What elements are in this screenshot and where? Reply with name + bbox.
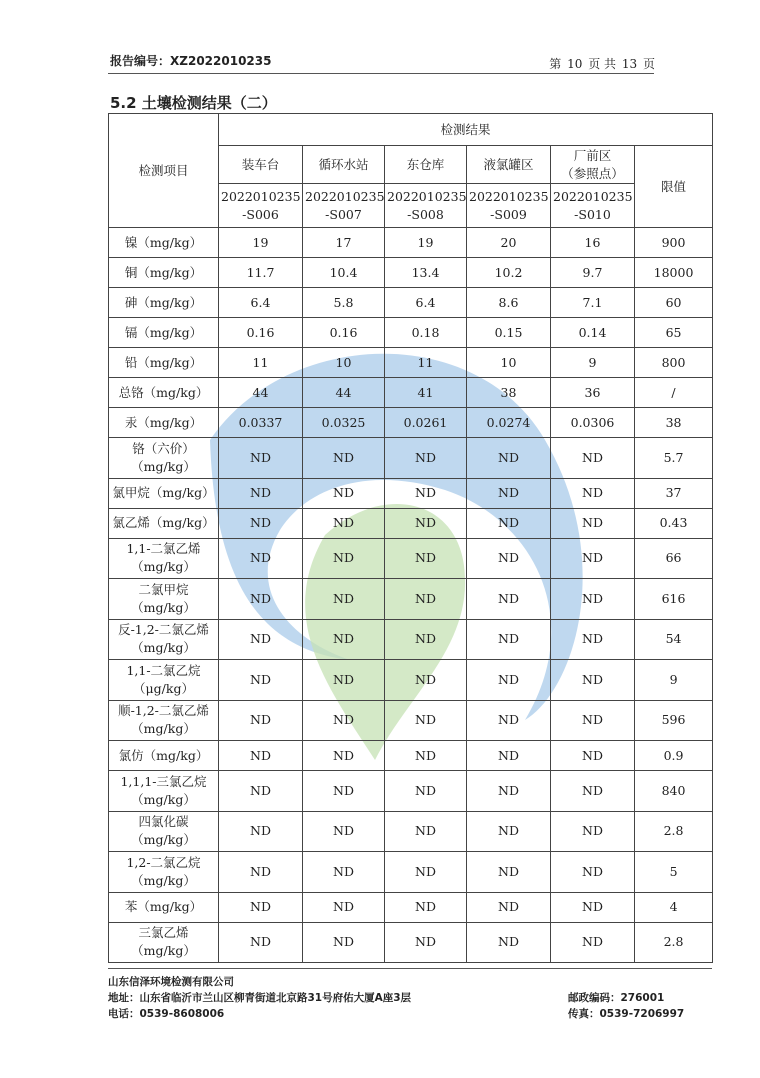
row-value: 13.4 [385, 258, 467, 288]
row-value: ND [385, 660, 467, 701]
row-value: ND [219, 771, 303, 812]
table-row [109, 378, 713, 408]
row-value: 6.4 [385, 288, 467, 318]
row-item: 顺-1,2-二氯乙烯 （mg/kg） [109, 700, 219, 741]
row-value: 7.1 [551, 288, 635, 318]
table-row [109, 408, 713, 438]
row-item: 砷（mg/kg） [109, 288, 219, 318]
row-item: 氯仿（mg/kg） [109, 741, 219, 771]
row-value: ND [551, 700, 635, 741]
site-name: 液氯罐区 [467, 146, 551, 184]
row-value: ND [551, 619, 635, 660]
row-limit: 37 [635, 478, 713, 508]
row-value: ND [385, 741, 467, 771]
row-value: ND [219, 811, 303, 852]
row-value: ND [551, 438, 635, 479]
row-value: 10 [303, 348, 385, 378]
row-value: ND [551, 892, 635, 922]
row-value: 41 [385, 378, 467, 408]
row-value: ND [467, 660, 551, 701]
row-value: ND [219, 538, 303, 579]
row-value: ND [219, 922, 303, 963]
row-limit: 60 [635, 288, 713, 318]
table-row [109, 478, 713, 508]
row-item: 镉（mg/kg） [109, 318, 219, 348]
table-row [109, 892, 713, 922]
row-limit: 66 [635, 538, 713, 579]
row-value: ND [385, 811, 467, 852]
site-code: 2022010235 -S009 [467, 184, 551, 228]
footer-postcode: 邮政编码：276001 [568, 992, 665, 1004]
table-row [109, 579, 713, 620]
row-value: ND [303, 619, 385, 660]
row-value: ND [551, 579, 635, 620]
report-number-label: 报告编号： [110, 54, 171, 68]
row-value: ND [385, 700, 467, 741]
row-value: 5.8 [303, 288, 385, 318]
site-code: 2022010235 -S010 [551, 184, 635, 228]
row-item: 铬（六价） （mg/kg） [109, 438, 219, 479]
row-value: ND [467, 478, 551, 508]
row-value: ND [385, 619, 467, 660]
row-value: ND [385, 438, 467, 479]
row-value: 11 [219, 348, 303, 378]
table-row [109, 700, 713, 741]
table-row [109, 228, 713, 258]
page-mid: 页 共 [588, 57, 617, 71]
row-item: 汞（mg/kg） [109, 408, 219, 438]
row-value: ND [551, 811, 635, 852]
report-number-value: XZ2022010235 [170, 54, 272, 68]
row-value: ND [551, 741, 635, 771]
row-value: ND [551, 538, 635, 579]
row-value: ND [385, 579, 467, 620]
row-item: 铜（mg/kg） [109, 258, 219, 288]
row-value: ND [467, 741, 551, 771]
table-row [109, 508, 713, 538]
row-value: ND [303, 741, 385, 771]
row-value: 44 [303, 378, 385, 408]
row-value: ND [467, 438, 551, 479]
row-value: ND [551, 771, 635, 812]
row-value: ND [385, 852, 467, 893]
row-value: ND [467, 538, 551, 579]
row-item: 铅（mg/kg） [109, 348, 219, 378]
site-name-text: 厂前区 [573, 147, 612, 163]
row-value: 0.16 [219, 318, 303, 348]
row-item: 1,2-二氯乙烷 （mg/kg） [109, 852, 219, 893]
row-value: 17 [303, 228, 385, 258]
row-value: ND [467, 852, 551, 893]
table-row [109, 771, 713, 812]
row-value: ND [303, 700, 385, 741]
row-value: ND [303, 438, 385, 479]
row-value: ND [219, 438, 303, 479]
limit-header: 限值 [635, 146, 713, 228]
row-limit: 0.9 [635, 741, 713, 771]
row-value: 19 [385, 228, 467, 258]
footer-fax: 传真：0539-7206997 [568, 1008, 685, 1020]
row-value: ND [385, 892, 467, 922]
results-header: 检测结果 [219, 114, 713, 146]
row-value: 36 [551, 378, 635, 408]
page-total: 13 [621, 57, 638, 71]
row-value: ND [303, 892, 385, 922]
section-title: 5.2 土壤检测结果（二） [110, 94, 277, 112]
table-row [109, 619, 713, 660]
row-value: ND [219, 852, 303, 893]
site-code: 2022010235 -S006 [219, 184, 303, 228]
table-row [109, 741, 713, 771]
soil-results-table [108, 113, 713, 963]
row-value: ND [551, 508, 635, 538]
row-value: ND [219, 892, 303, 922]
table-row [109, 318, 713, 348]
footer-company: 山东信泽环境检测有限公司 [108, 976, 234, 988]
row-item: 苯（mg/kg） [109, 892, 219, 922]
row-value: 44 [219, 378, 303, 408]
row-value: ND [219, 700, 303, 741]
footer-phone: 电话：0539-8608006 [108, 1008, 225, 1020]
row-value: ND [219, 508, 303, 538]
row-item: 1,1-二氯乙烷 （μg/kg） [109, 660, 219, 701]
table-row [109, 438, 713, 479]
row-value: 0.0325 [303, 408, 385, 438]
table-row [109, 538, 713, 579]
row-item: 四氯化碳 （mg/kg） [109, 811, 219, 852]
row-value: ND [551, 852, 635, 893]
row-value: ND [303, 771, 385, 812]
row-limit: 5 [635, 852, 713, 893]
row-value: 9 [551, 348, 635, 378]
row-value: ND [467, 579, 551, 620]
row-value: 0.0337 [219, 408, 303, 438]
table-row [109, 288, 713, 318]
row-value: 11.7 [219, 258, 303, 288]
row-value: ND [385, 508, 467, 538]
row-value: 10 [467, 348, 551, 378]
row-value: ND [551, 660, 635, 701]
row-value: ND [385, 771, 467, 812]
row-limit: 18000 [635, 258, 713, 288]
site-code: 2022010235 -S008 [385, 184, 467, 228]
header-rule [108, 73, 654, 74]
row-item: 三氯乙烯 （mg/kg） [109, 922, 219, 963]
row-limit: 38 [635, 408, 713, 438]
table-row [109, 922, 713, 963]
row-limit: 54 [635, 619, 713, 660]
row-limit: 5.7 [635, 438, 713, 479]
row-value: ND [303, 579, 385, 620]
row-value: ND [219, 619, 303, 660]
row-value: ND [467, 771, 551, 812]
table-row [109, 852, 713, 893]
item-header: 检测项目 [109, 114, 219, 228]
row-value: 19 [219, 228, 303, 258]
row-value: 0.0274 [467, 408, 551, 438]
row-value: ND [303, 660, 385, 701]
row-limit: 596 [635, 700, 713, 741]
page-number: 10 [567, 57, 583, 71]
site-name-reference [551, 146, 635, 184]
row-value: ND [385, 478, 467, 508]
row-value: 38 [467, 378, 551, 408]
row-value: ND [303, 922, 385, 963]
row-value: 0.0306 [551, 408, 635, 438]
table-row [109, 660, 713, 701]
row-limit: 840 [635, 771, 713, 812]
table-row [109, 811, 713, 852]
row-value: 10.2 [467, 258, 551, 288]
row-value: ND [303, 852, 385, 893]
row-item: 氯乙烯（mg/kg） [109, 508, 219, 538]
row-limit: 4 [635, 892, 713, 922]
row-limit: 2.8 [635, 922, 713, 963]
row-value: 11 [385, 348, 467, 378]
row-item: 二氯甲烷 （mg/kg） [109, 579, 219, 620]
site-name: 装车台 [219, 146, 303, 184]
page-indicator [548, 55, 656, 72]
row-limit: / [635, 378, 713, 408]
row-item: 反-1,2-二氯乙烯 （mg/kg） [109, 619, 219, 660]
row-limit: 9 [635, 660, 713, 701]
row-value: 0.16 [303, 318, 385, 348]
row-value: ND [303, 508, 385, 538]
row-item: 镍（mg/kg） [109, 228, 219, 258]
row-limit: 900 [635, 228, 713, 258]
row-item: 氯甲烷（mg/kg） [109, 478, 219, 508]
row-value: 9.7 [551, 258, 635, 288]
row-value: ND [219, 660, 303, 701]
row-limit: 65 [635, 318, 713, 348]
row-value: 0.18 [385, 318, 467, 348]
row-value: ND [467, 811, 551, 852]
site-code: 2022010235 -S007 [303, 184, 385, 228]
table-row [109, 258, 713, 288]
row-limit: 2.8 [635, 811, 713, 852]
row-value: 0.15 [467, 318, 551, 348]
row-value: ND [303, 478, 385, 508]
row-value: ND [467, 700, 551, 741]
row-limit: 0.43 [635, 508, 713, 538]
row-value: 8.6 [467, 288, 551, 318]
row-value: ND [551, 478, 635, 508]
row-value: 6.4 [219, 288, 303, 318]
report-number [110, 52, 271, 69]
footer-address: 地址：山东省临沂市兰山区柳青街道北京路31号府佑大厦A座3层 [108, 992, 412, 1004]
row-value: ND [467, 508, 551, 538]
site-name: 循环水站 [303, 146, 385, 184]
row-value: ND [551, 922, 635, 963]
row-value: ND [219, 741, 303, 771]
row-value: ND [385, 538, 467, 579]
row-value: 10.4 [303, 258, 385, 288]
row-value: ND [385, 922, 467, 963]
row-value: ND [303, 538, 385, 579]
row-value: ND [467, 922, 551, 963]
row-value: 0.14 [551, 318, 635, 348]
row-item: 总铬（mg/kg） [109, 378, 219, 408]
page-prefix: 第 [549, 57, 562, 71]
row-limit: 616 [635, 579, 713, 620]
row-value: 0.0261 [385, 408, 467, 438]
table-row [109, 348, 713, 378]
row-value: ND [303, 811, 385, 852]
row-value: ND [467, 892, 551, 922]
row-value: 16 [551, 228, 635, 258]
site-name-note: （参照点） [561, 165, 624, 181]
footer-rule [108, 968, 712, 969]
row-value: ND [467, 619, 551, 660]
row-item: 1,1-二氯乙烯 （mg/kg） [109, 538, 219, 579]
row-value: 20 [467, 228, 551, 258]
page-suffix: 页 [642, 57, 655, 71]
site-name: 东仓库 [385, 146, 467, 184]
row-value: ND [219, 579, 303, 620]
row-value: ND [219, 478, 303, 508]
row-limit: 800 [635, 348, 713, 378]
row-item: 1,1,1-三氯乙烷 （mg/kg） [109, 771, 219, 812]
